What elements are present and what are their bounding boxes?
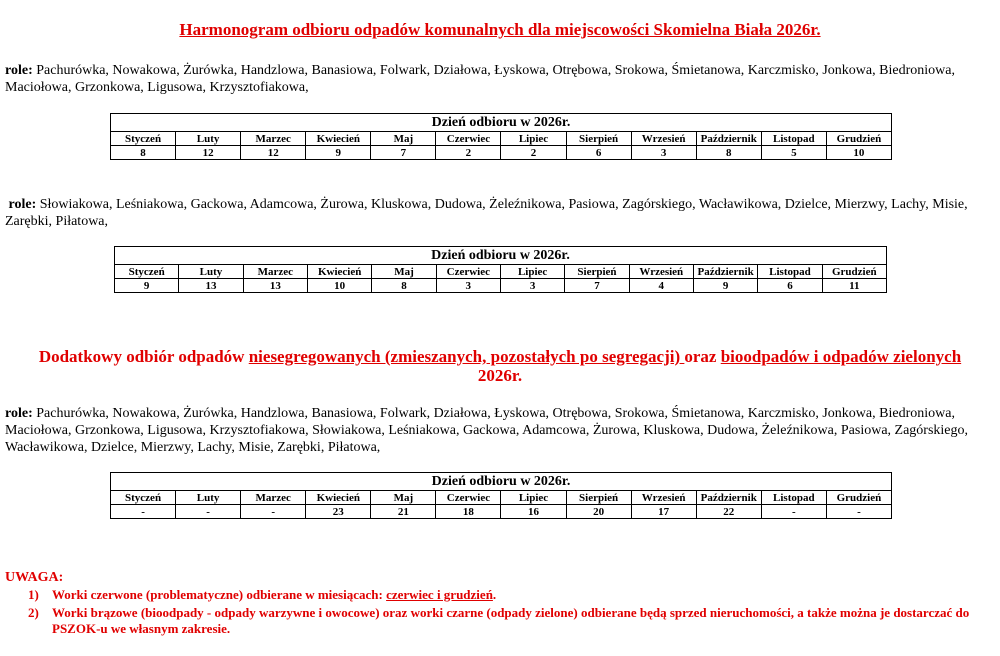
pickup-day-cell: 18 <box>436 505 501 519</box>
pickup-day-cell: 21 <box>371 505 436 519</box>
month-header: Lipiec <box>501 491 566 505</box>
pickup-day-cell: 5 <box>761 146 826 160</box>
month-header: Maj <box>371 132 436 146</box>
month-header: Grudzień <box>822 265 886 279</box>
pickup-day-cell: - <box>761 505 826 519</box>
roles-text: Słowiakowa, Leśniakowa, Gackowa, Adamcowa, Żurowa, Kluskowa, Dudowa, Żeleźnikowa, Pasiowa, Zagórskiego, Wacławikowa, Dzielce, Mierzwy, Lachy, Misie, Zarębki, Piłatowa, <box>5 197 968 229</box>
extra-title-year: 2026r. <box>477 366 523 385</box>
pickup-day-cell: 7 <box>565 279 629 293</box>
pickup-day-cell: 16 <box>501 505 566 519</box>
month-header: Czerwiec <box>436 491 501 505</box>
roles-text: Pachurówka, Nowakowa, Żurówka, Handzlowa, Banasiowa, Folwark, Działowa, Łyskowa, Otrębowa, Srokowa, Śmietanowa, Karczmisko, Jonkowa, Biedroniowa, Maciołowa, Grzonkowa, Ligusowa, Krzysztofiakowa, <box>5 63 955 95</box>
month-header: Marzec <box>241 491 306 505</box>
table-caption: Dzień odbioru w 2026r. <box>115 247 887 265</box>
schedule-table-1 <box>110 113 892 160</box>
note-1-end: . <box>492 587 497 602</box>
month-header: Lipiec <box>500 265 564 279</box>
months-row <box>111 491 892 505</box>
pickup-day-cell: 17 <box>631 505 696 519</box>
month-header: Listopad <box>758 265 822 279</box>
month-header: Marzec <box>241 132 306 146</box>
pickup-day-cell: 10 <box>307 279 371 293</box>
pickup-day-cell: 6 <box>758 279 822 293</box>
month-header: Lipiec <box>501 132 566 146</box>
note-1-number: 1) <box>28 587 39 602</box>
pickup-day-cell: - <box>111 505 176 519</box>
roles-list-2 <box>5 196 990 230</box>
schedule-table-2 <box>114 246 887 293</box>
note-1 <box>28 587 993 603</box>
roles-list-1 <box>5 62 990 96</box>
extra-title-part4: bioodpadów i odpadów zielonych <box>720 347 962 366</box>
page-title: Harmonogram odbioru odpadów komunalnych dla miejscowości Skomielna Biała 2026r. <box>179 20 821 39</box>
pickup-day-cell: 22 <box>696 505 761 519</box>
month-header: Czerwiec <box>436 132 501 146</box>
pickup-day-cell: 8 <box>696 146 761 160</box>
month-header: Kwiecień <box>307 265 371 279</box>
roles-label: role: <box>8 197 37 212</box>
pickup-day-cell: 9 <box>693 279 757 293</box>
pickup-day-cell: 3 <box>500 279 564 293</box>
note-1-text: Worki czerwone (problematyczne) odbierane w miesiącach: <box>52 587 387 602</box>
month-header: Luty <box>176 491 241 505</box>
extra-title-part3: oraz <box>684 347 721 366</box>
pickup-day-cell: 8 <box>111 146 176 160</box>
pickup-day-cell: 23 <box>306 505 371 519</box>
month-header: Styczeń <box>115 265 179 279</box>
month-header: Czerwiec <box>436 265 500 279</box>
roles-label: role: <box>5 406 33 421</box>
note-2-text: Worki brązowe (bioodpady - odpady warzywne i owocowe) oraz worki czarne (odpady zielone) odbierane będą sprzed nieruchomości, a także można je dostarczać do PSZOK-u we własnym zakresie. <box>52 605 970 636</box>
month-header: Październik <box>696 491 761 505</box>
month-header: Październik <box>693 265 757 279</box>
days-row <box>111 505 892 519</box>
note-2-number: 2) <box>28 605 39 620</box>
pickup-day-cell: 12 <box>241 146 306 160</box>
month-header: Maj <box>371 491 436 505</box>
pickup-day-cell: 13 <box>179 279 243 293</box>
roles-text: Pachurówka, Nowakowa, Żurówka, Handzlowa, Banasiowa, Folwark, Działowa, Łyskowa, Otrębowa, Srokowa, Śmietanowa, Karczmisko, Jonkowa, Biedroniowa, Maciołowa, Grzonkowa, Ligusowa, Krzysztofiakowa, Słowiakowa, Leśniakowa, Gackowa, Adamcowa, Żurowa, Kluskowa, Dudowa, Żeleźnikowa, Pasiowa, Zagórskiego, Wacławikowa, Dzielce, Mierzwy, Lachy, Misie, Zarębki, Piłatowa, <box>5 406 969 455</box>
pickup-day-cell: 2 <box>436 146 501 160</box>
months-row <box>115 265 887 279</box>
pickup-day-cell: 10 <box>826 146 891 160</box>
pickup-day-cell: - <box>176 505 241 519</box>
pickup-day-cell: 3 <box>631 146 696 160</box>
month-header: Sierpień <box>566 132 631 146</box>
month-header: Sierpień <box>566 491 631 505</box>
months-row <box>111 132 892 146</box>
month-header: Wrzesień <box>631 491 696 505</box>
table-caption: Dzień odbioru w 2026r. <box>111 473 892 491</box>
table-caption: Dzień odbioru w 2026r. <box>111 114 892 132</box>
month-header: Maj <box>372 265 436 279</box>
month-header: Kwiecień <box>306 132 371 146</box>
month-header: Styczeń <box>111 132 176 146</box>
month-header: Marzec <box>243 265 307 279</box>
pickup-day-cell: 8 <box>372 279 436 293</box>
month-header: Wrzesień <box>631 132 696 146</box>
month-header: Luty <box>179 265 243 279</box>
schedule-table-3 <box>110 472 892 519</box>
extra-title <box>0 347 1000 385</box>
roles-list-3 <box>5 405 990 456</box>
pickup-day-cell: - <box>826 505 891 519</box>
roles-label: role: <box>5 63 33 78</box>
extra-title-part1: Dodatkowy odbiór odpadów <box>38 347 249 366</box>
pickup-day-cell: 2 <box>501 146 566 160</box>
pickup-day-cell: 6 <box>566 146 631 160</box>
month-header: Październik <box>696 132 761 146</box>
month-header: Grudzień <box>826 491 891 505</box>
month-header: Listopad <box>761 132 826 146</box>
month-header: Sierpień <box>565 265 629 279</box>
pickup-day-cell: 9 <box>306 146 371 160</box>
uwaga-label: UWAGA: <box>5 570 64 585</box>
month-header: Styczeń <box>111 491 176 505</box>
pickup-day-cell: 3 <box>436 279 500 293</box>
pickup-day-cell: 12 <box>176 146 241 160</box>
pickup-day-cell: 13 <box>243 279 307 293</box>
pickup-day-cell: 4 <box>629 279 693 293</box>
pickup-day-cell: - <box>241 505 306 519</box>
pickup-day-cell: 7 <box>371 146 436 160</box>
month-header: Wrzesień <box>629 265 693 279</box>
days-row <box>111 146 892 160</box>
days-row <box>115 279 887 293</box>
pickup-day-cell: 11 <box>822 279 886 293</box>
note-2 <box>28 605 993 637</box>
month-header: Grudzień <box>826 132 891 146</box>
month-header: Listopad <box>761 491 826 505</box>
month-header: Kwiecień <box>306 491 371 505</box>
pickup-day-cell: 20 <box>566 505 631 519</box>
month-header: Luty <box>176 132 241 146</box>
extra-title-part2: niesegregowanych (zmieszanych, pozostałych po segregacji) <box>248 347 685 366</box>
note-1-months: czerwiec i grudzień <box>386 587 493 602</box>
pickup-day-cell: 9 <box>115 279 179 293</box>
